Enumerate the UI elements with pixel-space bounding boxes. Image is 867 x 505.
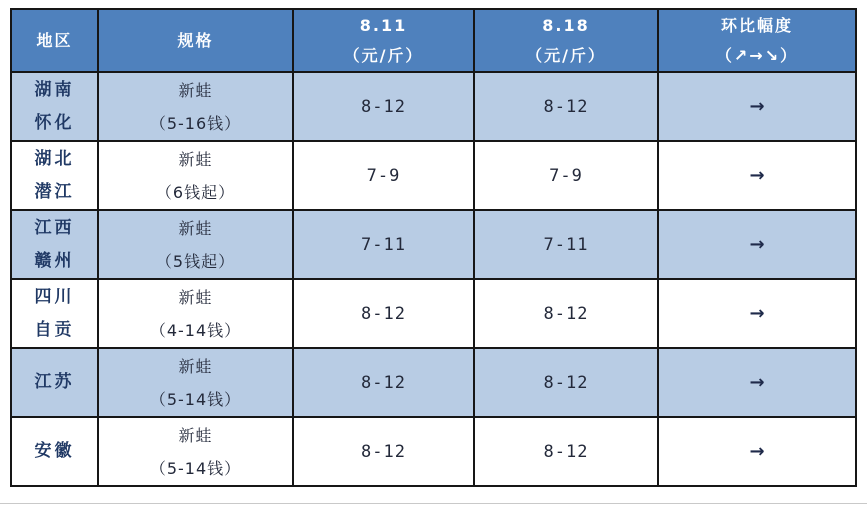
spec-cell: [98, 210, 293, 279]
page-bottom-divider: [0, 503, 867, 504]
spec-cell: [98, 72, 293, 141]
region-cell: [11, 72, 98, 141]
spec-cell-text: （5钱起）: [155, 251, 236, 271]
price-811-cell: [293, 417, 474, 486]
trend-cell-text: →: [749, 441, 765, 462]
region-cell-text: 江西: [34, 217, 75, 238]
spec-cell: [98, 417, 293, 486]
spec-cell-text: （5-14钱）: [149, 389, 242, 409]
region-cell-text: 潜江: [34, 181, 75, 202]
region-cell-text: 安徽: [34, 441, 75, 461]
spec-cell-text: （5-14钱）: [149, 458, 242, 478]
region-cell-text: 怀化: [34, 112, 75, 133]
price-818-cell-text: 8-12: [543, 441, 589, 462]
region-cell: [11, 141, 98, 210]
spec-cell-text: 新蛙: [178, 287, 213, 307]
price-811-cell: [293, 210, 474, 279]
price-818-cell-text: 7-9: [549, 165, 583, 186]
column-header-spec-label: 规格: [177, 30, 214, 50]
region-cell-text: 四川: [34, 286, 75, 307]
price-818-cell: [474, 210, 658, 279]
price-818-cell: [474, 417, 658, 486]
header-row: [11, 9, 856, 72]
spec-cell: [98, 348, 293, 417]
region-cell-text: 江苏: [34, 372, 75, 392]
price-811-cell-text: 8-12: [361, 441, 406, 462]
region-cell-text: 湖北: [34, 148, 75, 169]
trend-cell-text: →: [749, 96, 765, 117]
price-811-cell: [293, 348, 474, 417]
table-row: [11, 72, 856, 141]
table-body: [11, 72, 856, 486]
spec-cell-text: 新蛙: [178, 356, 213, 376]
price-818-cell: [474, 141, 658, 210]
trend-cell-text: →: [749, 372, 765, 393]
trend-cell: [658, 348, 856, 417]
price-811-cell: [293, 72, 474, 141]
trend-cell: [658, 141, 856, 210]
price-811-cell: [293, 279, 474, 348]
price-811-cell-text: 7-11: [361, 234, 406, 255]
price-818-cell-text: 7-11: [543, 234, 589, 255]
column-header-trend-arrows: （↗→↘）: [715, 45, 799, 65]
column-header-trend: [658, 9, 856, 72]
trend-cell: [658, 279, 856, 348]
trend-cell: [658, 210, 856, 279]
price-818-cell: [474, 279, 658, 348]
region-cell-text: 赣州: [34, 250, 75, 271]
price-811-cell-text: 8-12: [361, 303, 406, 324]
price-811-cell-text: 7-9: [366, 165, 401, 186]
column-header-price-811-date: 8.11: [359, 15, 408, 35]
price-818-cell-text: 8-12: [543, 96, 589, 117]
column-header-price-818-unit: （元/斤）: [526, 45, 606, 65]
spec-cell-text: 新蛙: [178, 149, 213, 169]
price-818-cell-text: 8-12: [543, 303, 589, 324]
price-811-cell-text: 8-12: [361, 96, 406, 117]
trend-cell-text: →: [749, 303, 765, 324]
price-811-cell: [293, 141, 474, 210]
table-row: [11, 348, 856, 417]
region-cell: [11, 279, 98, 348]
table-row: [11, 141, 856, 210]
trend-cell-text: →: [749, 165, 765, 186]
column-header-price-811-unit: （元/斤）: [343, 45, 424, 65]
table-row: [11, 417, 856, 486]
column-header-region-label: 地区: [36, 30, 73, 50]
spec-cell-text: 新蛙: [178, 80, 213, 100]
price-table: [10, 8, 857, 487]
region-cell: [11, 417, 98, 486]
column-header-price-818: [474, 9, 658, 72]
spec-cell: [98, 279, 293, 348]
spec-cell-text: 新蛙: [178, 218, 213, 238]
table-row: [11, 210, 856, 279]
trend-cell: [658, 417, 856, 486]
price-811-cell-text: 8-12: [361, 372, 406, 393]
region-cell-text: 湖南: [34, 79, 75, 100]
column-header-region: [11, 9, 98, 72]
spec-cell-text: （6钱起）: [155, 182, 236, 202]
spec-cell-text: （5-16钱）: [149, 113, 242, 133]
column-header-price-818-date: 8.18: [542, 15, 590, 35]
trend-cell-text: →: [749, 234, 765, 255]
table-header: [11, 9, 856, 72]
price-818-cell-text: 8-12: [543, 372, 589, 393]
region-cell-text: 自贡: [34, 319, 75, 340]
spec-cell: [98, 141, 293, 210]
price-818-cell: [474, 348, 658, 417]
spec-cell-text: （4-14钱）: [149, 320, 242, 340]
trend-cell: [658, 72, 856, 141]
spec-cell-text: 新蛙: [178, 425, 213, 445]
region-cell: [11, 210, 98, 279]
column-header-spec: [98, 9, 293, 72]
table-row: [11, 279, 856, 348]
price-818-cell: [474, 72, 658, 141]
region-cell: [11, 348, 98, 417]
column-header-price-811: [293, 9, 474, 72]
column-header-trend-label: 环比幅度: [720, 15, 793, 35]
